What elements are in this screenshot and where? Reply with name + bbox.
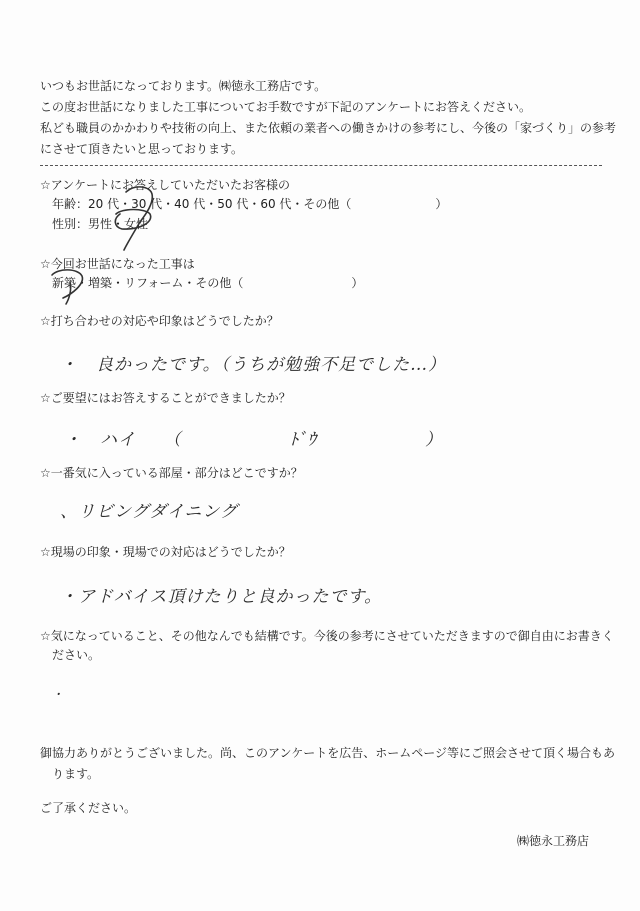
closing-line-3: ご了承ください。 (40, 801, 137, 815)
q2-options: 新築・増築・リフォーム・その他（ ） (52, 276, 364, 290)
q2-title: ☆今回お世話になった工事は (40, 257, 195, 271)
q1-gender-options: 性別：男性・女性 (52, 217, 149, 231)
q3-title: ☆打ち合わせの対応や印象はどうでしたか？ (40, 314, 279, 328)
intro-line-3: 私ども職員のかかわりや技術の向上、また依頼の業者への働きかけの参考にし、今後の「家づくり」の参考 (40, 121, 617, 135)
q7-handwritten-answer: . (56, 680, 63, 700)
q7-title: ☆気になっていること、その他なんでも結構です。今後の参考にさせていただきますので御自由にお書きく (40, 629, 614, 643)
q5-title: ☆一番気に入っている部屋・部分はどこですか？ (40, 466, 303, 480)
q4-handwritten-answer: ・ ハイ （ ﾄﾞｳ ） (64, 430, 443, 450)
q4-title: ☆ご要望にはお答えすることができましたか？ (40, 391, 291, 405)
closing-line-1: 御協力ありがとうございました。尚、このアンケートを広告、ホームページ等にご照会させて頂く場合もあ (40, 746, 616, 760)
q3-handwritten-answer: ・ 良かったです。（うちが勉強不足でした…） (60, 355, 447, 375)
q7-title-continued: ださい。 (52, 648, 101, 662)
q1-title: ☆アンケートにお答えしていただいたお客様の (40, 178, 291, 192)
intro-line-2: この度お世話になりました工事についてお手数ですが下記のアンケートにお答えください。 (40, 100, 532, 114)
company-signature: ㈱徳永工務店 (517, 834, 590, 848)
divider (40, 165, 602, 166)
intro-line-1: いつもお世話になっております。㈱徳永工務店です。 (40, 79, 327, 93)
q1-age-options: 年齢：20 代・30 代・40 代・50 代・60 代・その他（ ） (52, 197, 448, 211)
closing-line-2: ります。 (52, 767, 100, 781)
q6-title: ☆現場の印象・現場での対応はどうでしたか？ (40, 545, 291, 559)
q6-handwritten-answer: ・アドバイス頂けたりと良かったです。 (60, 587, 383, 607)
q5-handwritten-answer: 、リビングダイニング (60, 502, 238, 522)
intro-line-4: にさせて頂きたいと思っております。 (40, 142, 244, 156)
